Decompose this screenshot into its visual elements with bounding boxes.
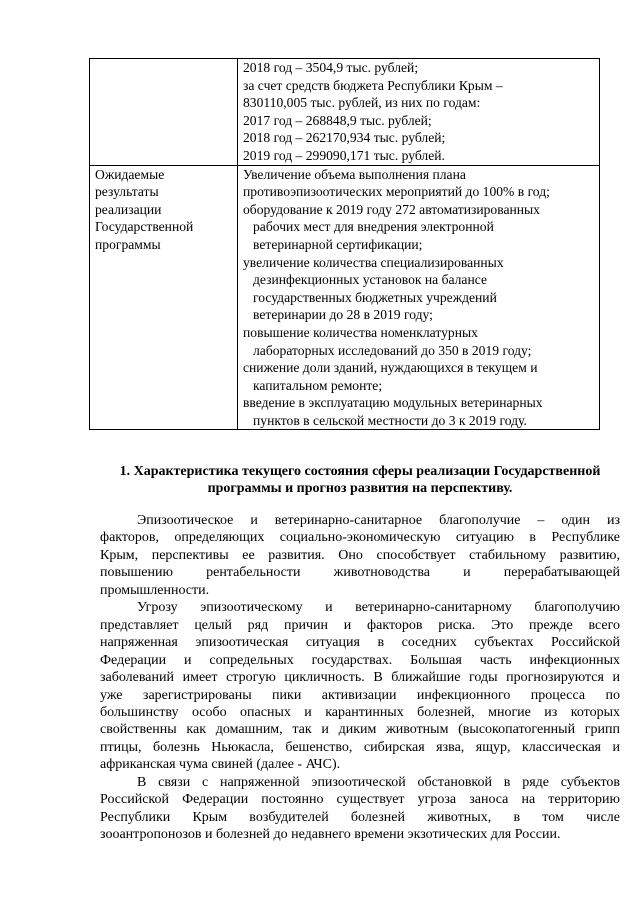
expected-results-label bbox=[90, 165, 238, 430]
paragraph-line: промышленности. bbox=[100, 582, 210, 598]
label-line: Ожидаемые bbox=[95, 166, 165, 182]
label-line: реализации bbox=[95, 201, 162, 217]
paragraph-line: свойственны как домашним, так и диким животным (высокопатогенный грипп bbox=[100, 722, 620, 738]
table-line: 2017 год – 268848,9 тыс. рублей; bbox=[243, 112, 432, 128]
paragraph-line: Российской Федерации постоянно существует угроза заноса на территорию bbox=[100, 792, 620, 808]
table-line: 2019 год – 299090,171 тыс. рублей. bbox=[243, 147, 445, 163]
paragraph-line: большинству особо опасных и карантинных болезней, многие из которых bbox=[100, 704, 620, 720]
paragraph-line: повышению рентабельности животноводства и перерабатывающей bbox=[100, 565, 620, 581]
table-row bbox=[90, 59, 600, 166]
paragraph-line: Угрозу эпизоотическому и ветеринарно-санитарному благополучию bbox=[137, 600, 620, 616]
heading-line: 1. Характеристика текущего состояния сферы реализации Государственной bbox=[119, 464, 601, 479]
funding-cell bbox=[238, 59, 600, 166]
table-line: 830110,005 тыс. рублей, из них по годам: bbox=[243, 95, 481, 111]
results-line: капитальном ремонте; bbox=[253, 377, 383, 393]
paragraph bbox=[100, 774, 620, 844]
table-line: 2018 год – 3504,9 тыс. рублей; bbox=[243, 60, 419, 75]
label-line: программы bbox=[95, 236, 161, 252]
body-text bbox=[100, 512, 620, 844]
results-line: снижение доли зданий, нуждающихся в текущем и bbox=[243, 360, 538, 376]
paragraph bbox=[100, 599, 620, 774]
label-line: Государственной bbox=[95, 219, 194, 235]
table-row bbox=[90, 165, 600, 430]
paragraph-line: птицы, болезнь Ньюкасла, бешенство, сибирская язва, ящур, классическая и bbox=[100, 739, 620, 755]
results-line: Увеличение объема выполнения плана bbox=[243, 166, 466, 182]
table-cell-empty bbox=[90, 59, 238, 166]
results-line: пунктов в сельской местности до 3 к 2019 году. bbox=[253, 412, 527, 428]
paragraph-line: уже зарегистрированы пики активизации инфекционного процесса по bbox=[100, 687, 620, 703]
results-line: оборудование к 2019 году 272 автоматизированных bbox=[243, 201, 540, 217]
results-line: лабораторных исследований до 350 в 2019 году; bbox=[253, 342, 532, 358]
results-line: ветеринарной сертификации; bbox=[253, 236, 423, 252]
paragraph-line: заболеваний имеет строгую цикличность. В ближайшие годы прогнозируются и bbox=[100, 670, 620, 686]
label-line: результаты bbox=[95, 184, 159, 200]
paragraph-line: напряженная эпизоотическая ситуация в соседних субъектах Российской bbox=[100, 635, 620, 651]
paragraph-line: Крым, перспективы ее развития. Оно способствует стабильному развитию, bbox=[100, 547, 620, 563]
table-line: за счет средств бюджета Республики Крым – bbox=[243, 77, 503, 93]
paragraph-line: представляет целый ряд причин и факторов риска. Это прежде всего bbox=[100, 617, 620, 633]
paragraph-line: африканская чума свиней (далее - АЧС). bbox=[100, 757, 341, 773]
table-line: 2018 год – 262170,934 тыс. рублей; bbox=[243, 130, 446, 146]
paragraph-line: В связи с напряженной эпизоотической обстановкой в ряде субъектов bbox=[137, 774, 620, 790]
results-line: введение в эксплуатацию модульных ветеринарных bbox=[243, 395, 543, 411]
paragraph-line: зооантропонозов и болезней до недавнего времени экзотических для России. bbox=[100, 827, 561, 843]
results-line: рабочих мест для внедрения электронной bbox=[253, 219, 494, 235]
program-passport-table bbox=[89, 58, 600, 430]
results-line: противоэпизоотических мероприятий до 100% в год; bbox=[243, 184, 550, 200]
paragraph-line: Эпизоотическое и ветеринарно-санитарное благополучие – один из bbox=[137, 513, 620, 528]
results-line: повышение количества номенклатурных bbox=[243, 324, 478, 340]
results-line: ветеринарии до 28 в 2019 году; bbox=[253, 307, 433, 323]
heading-line: программы и прогноз развития на перспективу. bbox=[207, 481, 513, 496]
expected-results-cell bbox=[238, 165, 600, 430]
paragraph-line: Республики Крым возбудителей болезней животных, в том числе bbox=[100, 809, 620, 825]
results-line: увеличение количества специализированных bbox=[243, 254, 504, 270]
paragraph-line: Федерации и сопредельных государствах. Большая часть инфекционных bbox=[100, 652, 620, 668]
results-line: государственных бюджетных учреждений bbox=[253, 289, 497, 305]
paragraph-line: факторов, определяющих социально-экономическую ситуацию в Республике bbox=[100, 530, 620, 546]
section-heading bbox=[100, 463, 620, 497]
results-line: дезинфекционных установок на балансе bbox=[253, 272, 487, 288]
paragraph bbox=[100, 512, 620, 599]
